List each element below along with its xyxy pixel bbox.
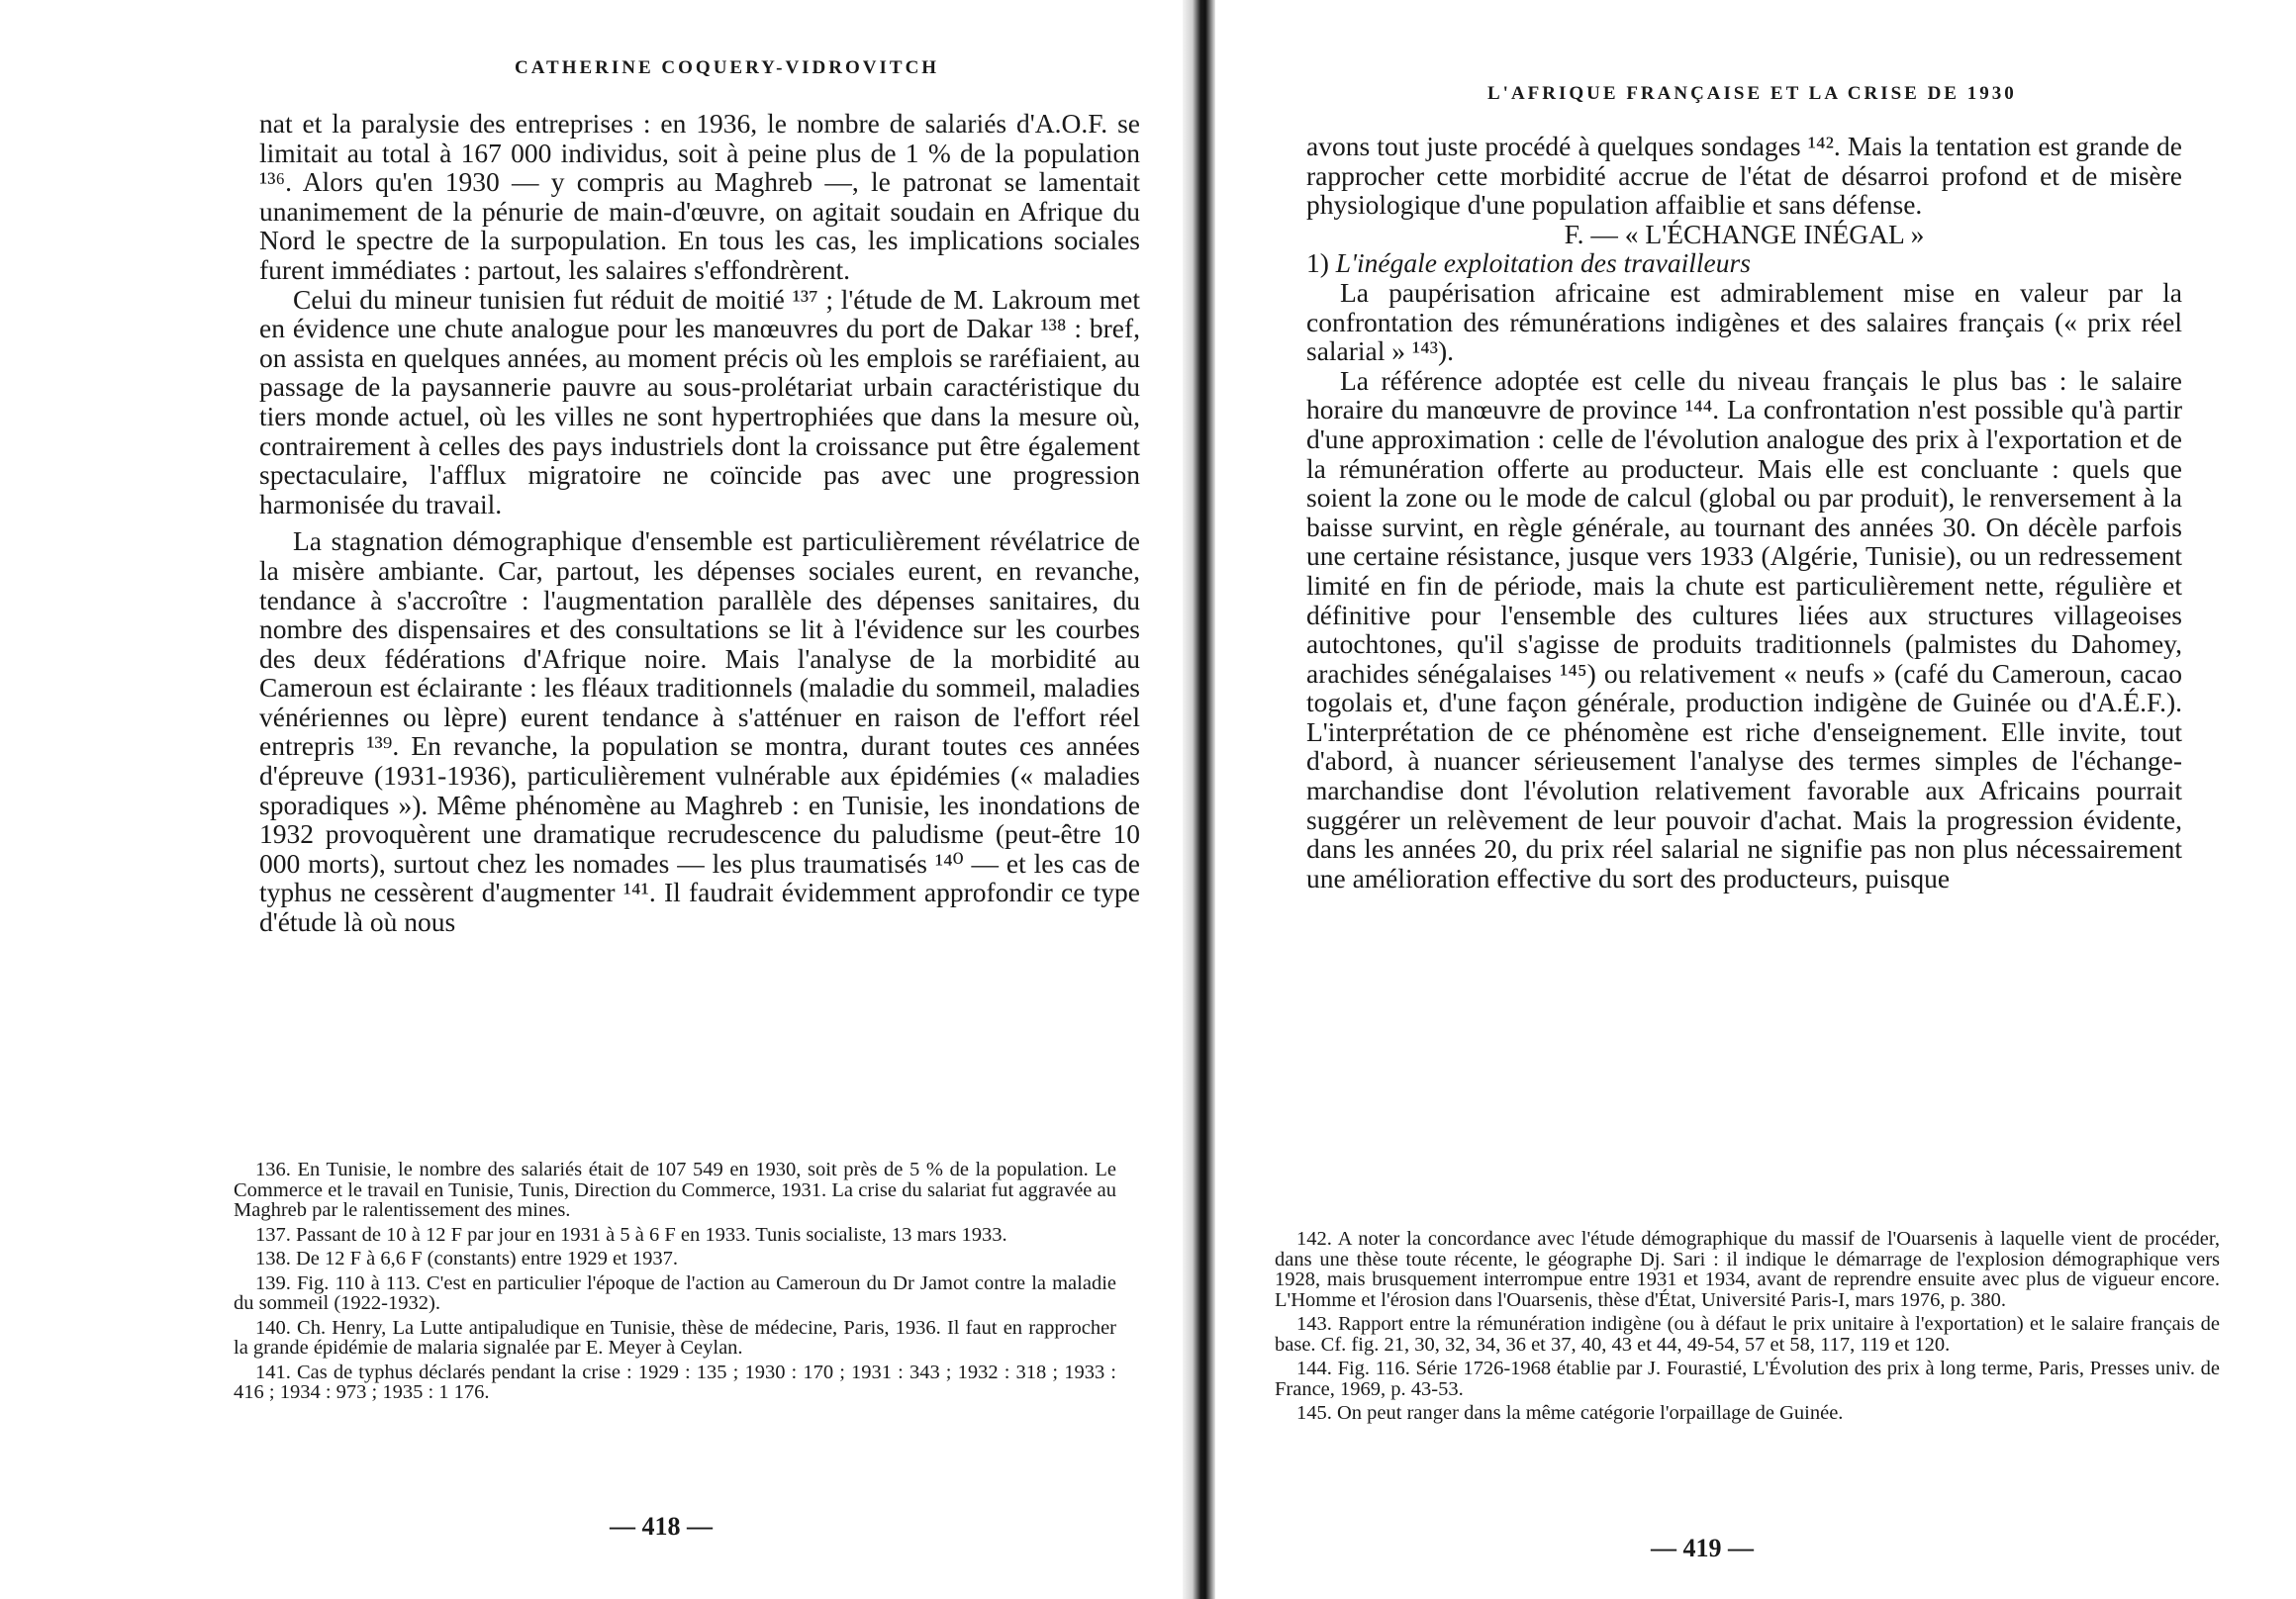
left-body-text [259, 109, 1140, 937]
footnote: 143. Rapport entre la rémunération indigène (ou à défaut le prix unitaire à l'exportation) et le salaire français de base. Cf. fig. 21, 30, 32, 34, 36 et 37, 40, 43 et 44, 49-54, 57 et 58, 117, 119 et 120. [1275, 1313, 2220, 1356]
paragraph: La paupérisation africaine est admirablement mise en valeur par la confrontation des rémunérations indigènes et des salaires français (« prix réel salarial » ¹⁴³). [1306, 276, 2182, 367]
footnote: 136. En Tunisie, le nombre des salariés était de 107 549 en 1930, soit près de 5 % de la population. Le Commerce et le travail en Tunisie, Tunis, Direction du Commerce, 1931. La crise du salariat fut aggravée au Maghreb par le ralentissement des mines. [234, 1159, 1116, 1221]
subsection-number: 1) [1306, 247, 1329, 279]
footnote: 141. Cas de typhus déclarés pendant la crise : 1929 : 135 ; 1930 : 170 ; 1931 : 343 ; 1932 : 318 ; 1933 : 416 ; 1934 : 973 ; 1935 : 1 176. [234, 1361, 1116, 1403]
footnote: 145. On peut ranger dans la même catégorie l'orpaillage de Guinée. [1296, 1402, 1844, 1424]
right-body-text [1306, 132, 2182, 893]
book-gutter [1183, 0, 1215, 1599]
footnote: 139. Fig. 110 à 113. C'est en particulier l'époque de l'action au Cameroun du Dr Jamot contre la maladie du sommeil (1922-1932). [234, 1271, 1116, 1314]
paragraph: La stagnation démographique d'ensemble est particulièrement révélatrice de la misère ambiante. Car, partout, les dépenses sociales eurent, en revanche, tendance à s'accroître : l'augmentation parallèle des dépenses sanitaires, du nombre des dispensaires et des consultations se lit à l'évidence sur les courbes des deux fédérations d'Afrique noire. Mais l'analyse de la morbidité au Cameroun est éclairante : les fléaux traditionnels (maladie du sommeil, maladies vénériennes ou lèpre) eurent tendance à s'atténuer en raison de l'effort réel entrepris ¹³⁹. En revanche, la population se montra, durant toutes ces années d'épreuve (1931-1936), particulièrement vulnérable aux épidémies (« maladies sporadiques »). Même phénomène au Maghreb : en Tunisie, les inondations de 1932 provoquèrent une dramatique recrudescence du paludisme (peut-être 10 000 morts), surtout chez les nomades — les plus traumatisés ¹⁴⁰ — et les cas de typhus ne cessèrent d'augmenter ¹⁴¹. Il faudrait évidemment approfondir ce type d'étude là où nous [259, 525, 1140, 938]
folio-left: — 418 — [610, 1512, 713, 1541]
opening-paragraph: avons tout juste procédé à quelques sondages ¹⁴². Mais la tentation est grande de rapprocher cette morbidité accrue de l'état de désarroi profond et de misère physiologique d'une population affaiblie et sans défense. [1306, 131, 2182, 221]
paragraph: La référence adoptée est celle du niveau français le plus bas : le salaire horaire du manœuvre de province ¹⁴⁴. La confrontation n'est possible qu'à partir d'une approximation : celle de l'évolution analogue des prix à l'exportation et de la rémunération offerte au producteur. Mais elle est concluante : quels que soient la zone ou le mode de calcul (global ou par produit), le renversement à la baisse survint, en règle générale, au tournant des années 30. On décèle parfois une certaine résistance, jusque vers 1933 (Algérie, Tunisie), ou un redressement limité en fin de période, mais la chute est particulièrement nette, régulière et définitive pour l'ensemble des cultures liées aux structures villageoises autochtones, qu'il s'agisse de produits traditionnels (palmistes du Dahomey, arachides sénégalaises ¹⁴⁵) ou relativement « neufs » (café du Cameroun, cacao togolais et, d'une façon générale, production indigène de Guinée ou d'A.É.F.). L'interprétation de ce phénomène est riche d'enseignement. Elle invite, tout d'abord, à nuancer sérieusement l'analyse des termes simples de l'échange-marchandise dont l'évolution relativement favorable aux Africains pourrait suggérer un relèvement de leur pouvoir d'achat. Mais la progression évidente, dans les années 20, du prix réel salarial ne signifie pas non plus nécessairement une amélioration effective du sort des producteurs, puisque [1306, 364, 2182, 894]
subsection-heading [1306, 248, 2182, 278]
footnote: 140. Ch. Henry, La Lutte antipaludique en Tunisie, thèse de médecine, Paris, 1936. Il faut en rapprocher la grande épidémie de malaria signalée par E. Meyer à Ceylan. [234, 1316, 1116, 1359]
right-page [1215, 0, 2296, 1599]
section-title: F. — « L'ÉCHANGE INÉGAL » [1564, 218, 1925, 249]
footnote: 142. A noter la concordance avec l'étude démographique du massif de l'Ouarsenis à laquelle vient de procéder, dans une thèse toute récente, le géographe Dj. Sari : il indique le démarrage de l'explosion démographique vers 1928, mais brusquement interrompue entre 1931 et 1934, avant de reprendre ensuite avec plus de vigueur encore. L'Homme et l'érosion dans l'Ouarsenis, thèse d'État, Université Paris-I, mars 1976, p. 380. [1275, 1228, 2220, 1311]
right-footnotes [1275, 1229, 2220, 1428]
footnote: 138. De 12 F à 6,6 F (constants) entre 1929 et 1937. [255, 1248, 679, 1270]
footnote: 144. Fig. 116. Série 1726-1968 établie par J. Fourastié, L'Évolution des prix à long terme, Paris, Presses univ. de France, 1969, p. 43-53. [1275, 1358, 2220, 1400]
subsection-title: L'inégale exploitation des travailleurs [1335, 247, 1751, 279]
paragraph: nat et la paralysie des entreprises : en 1936, le nombre de salariés d'A.O.F. se limitait au total à 167 000 individus, soit à peine plus de 1 % de la population ¹³⁶. Alors qu'en 1930 — y compris au Maghreb —, le patronat se lamentait unanimement de la pénurie de main-d'œuvre, on agitait soudain en Afrique du Nord le spectre de la surpopulation. En tous les cas, les implications sociales furent immédiates : partout, les salaires s'effondrèrent. [259, 108, 1140, 285]
folio-right: — 419 — [1651, 1534, 1754, 1562]
running-head-right: L'AFRIQUE FRANÇAISE ET LA CRISE DE 1930 [1487, 83, 2017, 104]
footnote: 137. Passant de 10 à 12 F par jour en 1931 à 5 à 6 F en 1933. Tunis socialiste, 13 mars 1933. [255, 1223, 1007, 1246]
running-head-left: CATHERINE COQUERY-VIDROVITCH [515, 57, 940, 78]
paragraph: Celui du mineur tunisien fut réduit de moitié ¹³⁷ ; l'étude de M. Lakroum met en évidence une chute analogue pour les manœuvres du port de Dakar ¹³⁸ : bref, on assista en quelques années, au moment précis où les emplois se raréfiaient, au passage de la paysannerie pauvre au sous-prolétariat urbain caractéristique du tiers monde actuel, où les villes ne sont hypertrophiées que dans la mesure où, contrairement à celles des pays industriels dont la croissance put être également spectaculaire, l'afflux migratoire ne coïncide pas avec une progression harmonisée du travail. [259, 283, 1140, 519]
left-footnotes [234, 1160, 1116, 1407]
